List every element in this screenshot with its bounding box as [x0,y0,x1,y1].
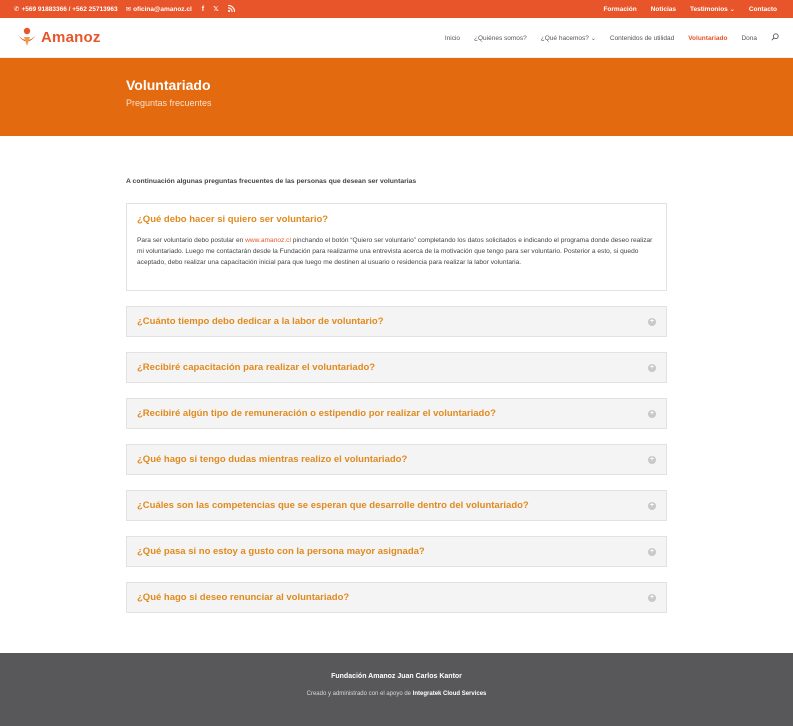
nav-dona[interactable]: Dona [741,34,757,42]
phone-contact[interactable] [14,5,118,13]
nav-quienes-somos[interactable] [474,35,527,42]
topnav-testimonios[interactable] [690,6,735,13]
page-subtitle: Preguntas frecuentes [126,98,212,108]
faq-item[interactable] [126,398,667,429]
nav-inicio[interactable]: Inicio [444,34,461,42]
phone-icon: ✆ [14,6,20,13]
faq-question[interactable]: ¿Cuáles son las competencias que se esperan que desarrolle dentro del voluntariado? [137,500,529,511]
expand-plus-icon[interactable]: + [649,456,655,463]
faq-item[interactable] [126,582,667,613]
faq-question[interactable]: ¿Recibiré capacitación para realizar el voluntariado? [137,362,376,373]
page-hero [0,58,793,136]
faq-question[interactable]: ¿Qué hago si deseo renunciar al voluntariado? [137,592,350,603]
site-header [0,18,793,58]
rss-icon[interactable] [228,5,235,14]
topnav-noticias[interactable]: Noticias [650,5,676,13]
faq-item[interactable] [126,490,667,521]
chevron-down-icon: ⌄ [590,35,596,42]
faq-answer-text-after: pinchando el botón “Quiero ser voluntario” completando los datos solicitados e indicando el programa donde deseo realizar mi voluntariado. Luego me contactarán desde la Fundación para realizarme una entrevista acerca de la motivación que tengo para ser voluntario. Posterior a esto, si quedo aceptado, debo realizar una capacitación inicial para que luego me destinen al usuario o residencia para realizar la labor voluntaria. [137,237,653,266]
expand-plus-icon[interactable]: + [649,410,655,417]
footer-credits [0,691,793,697]
expand-plus-icon[interactable]: + [649,502,655,509]
site-footer [0,653,793,726]
facebook-icon[interactable]: f [201,5,205,13]
topnav-formacion[interactable]: Formación [603,5,637,13]
phone-numbers: +569 91883366 / +562 25713963 [21,5,118,13]
logo-text: Amanoz [41,28,101,46]
expand-plus-icon[interactable]: + [649,548,655,555]
contact-info [14,0,235,18]
email-contact[interactable] [126,5,192,13]
faq-question[interactable]: ¿Qué hago si tengo dudas mientras realizo el voluntariado? [137,454,408,465]
faq-item[interactable] [126,352,667,383]
footer-company-link[interactable]: Integratek Cloud Services [412,691,487,697]
faq-item[interactable] [126,444,667,475]
faq-item[interactable] [126,306,667,337]
faq-intro-text: A continuación algunas preguntas frecuentes de las personas que desean ser voluntarias [126,178,417,185]
nav-que-hacemos[interactable] [541,35,596,42]
amanoz-website-link[interactable]: www.amanoz.cl [245,237,291,244]
footer-organization-name: Fundación Amanoz Juan Carlos Kantor [331,673,462,680]
main-nav [445,18,779,58]
search-icon[interactable] [771,33,779,43]
expand-plus-icon[interactable]: + [649,318,655,325]
faq-answer [137,235,656,268]
top-bar [0,0,793,18]
expand-plus-icon[interactable]: + [649,594,655,601]
topnav-contacto[interactable]: Contacto [748,5,777,13]
faq-question[interactable]: ¿Recibiré algún tipo de remuneración o estipendio por realizar el voluntariado? [137,408,496,419]
amanoz-logo-icon [16,26,38,48]
faq-answer-text-before: Para ser voluntario debo postular en [137,237,246,244]
nav-contenidos-de-utilidad[interactable]: Contenidos de utilidad [609,34,675,42]
faq-question[interactable]: ¿Qué debo hacer si quiero ser voluntario? [137,214,329,225]
faq-item-open[interactable] [126,203,667,291]
x-twitter-icon[interactable]: 𝕏 [213,6,219,13]
email-address: oficina@amanoz.cl [133,5,192,13]
social-links [202,5,235,14]
faq-question[interactable]: ¿Qué pasa si no estoy a gusto con la persona mayor asignada? [137,546,425,557]
logo[interactable] [16,26,101,48]
page-title: Voluntariado [126,77,211,93]
nav-que-hacemos-label: ¿Qué hacemos? [540,34,589,42]
topnav-testimonios-label: Testimonios [689,5,728,13]
footer-credits-text: Creado y administrado con el apoyo de [306,691,413,697]
expand-plus-icon[interactable]: + [649,364,655,371]
secondary-nav [603,0,777,18]
nav-voluntariado[interactable]: Voluntariado [688,34,728,42]
faq-question[interactable]: ¿Cuánto tiempo debo dedicar a la labor de voluntario? [137,316,384,327]
nav-quienes-somos-label: ¿Quiénes somos? [474,34,527,42]
chevron-down-icon: ⌄ [729,6,735,13]
envelope-icon: ✉ [125,6,132,13]
faq-item[interactable] [126,536,667,567]
